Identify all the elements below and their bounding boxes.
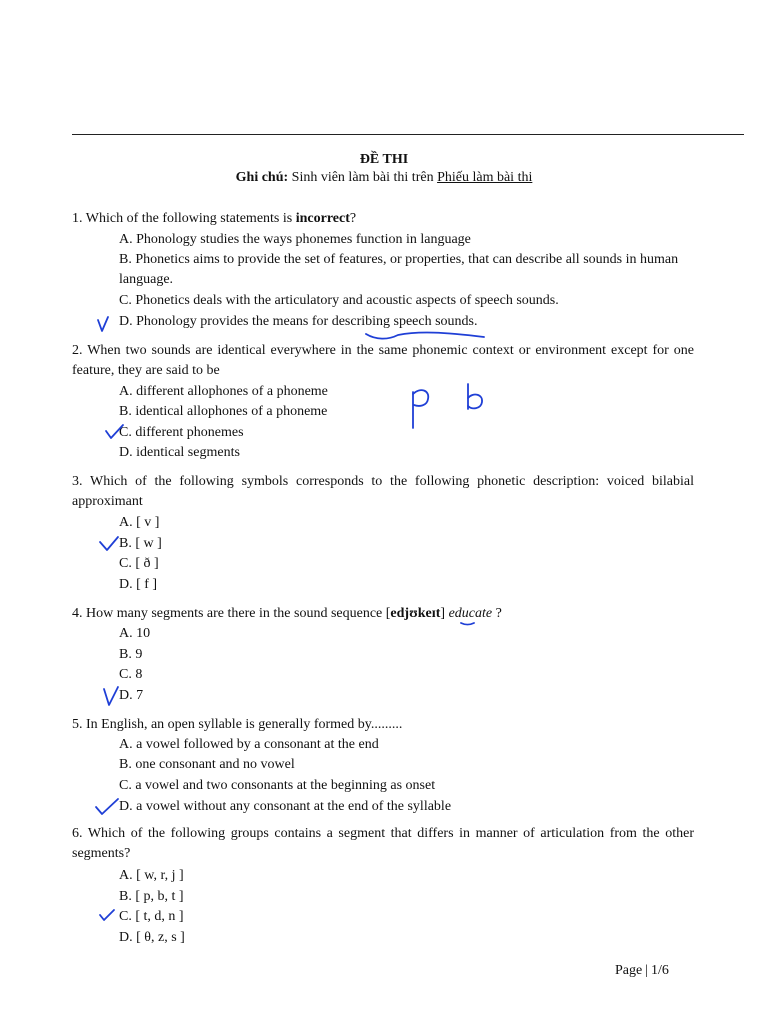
- header-divider: [72, 134, 744, 135]
- question-6-option-b: B. [ p, b, t ]: [119, 889, 184, 904]
- question-2-stem: 2. When two sounds are identical everywhere in the same phonemic context or environment except for one feature, they are said to be: [72, 343, 694, 378]
- question-5-option-c: C. a vowel and two consonants at the beginning as onset: [119, 778, 436, 793]
- question-5-option-b: B. one consonant and no vowel: [119, 757, 295, 772]
- exam-title: ĐỀ THI: [359, 152, 409, 167]
- question-1-stem-text: 1. Which of the following statements is: [72, 211, 296, 226]
- handwritten-letter-p-icon: [408, 386, 432, 430]
- checkmark-q3-icon: [98, 536, 120, 552]
- question-6-option-a: A. [ w, r, j ]: [119, 868, 184, 883]
- question-1-option-c: C. Phonetics deals with the articulatory and acoustic aspects of speech sounds.: [119, 293, 559, 308]
- question-2-option-d: D. identical segments: [119, 445, 240, 460]
- question-3-stem: 3. Which of the following symbols corresponds to the following phonetic description: voiced bilabial approximant: [72, 474, 694, 509]
- question-5-stem: 5. In English, an open syllable is generally formed by.........: [72, 717, 403, 732]
- question-6-option-c: C. [ t, d, n ]: [119, 909, 184, 924]
- question-5-option-a: A. a vowel followed by a consonant at the end: [119, 737, 379, 752]
- question-1-option-a: A. Phonology studies the ways phonemes function in language: [119, 232, 471, 247]
- checkmark-q6-icon: [98, 908, 116, 922]
- question-4-stem: [72, 604, 694, 624]
- question-2-option-b: B. identical allophones of a phoneme: [119, 404, 328, 419]
- checkmark-q1-icon: [96, 316, 116, 334]
- question-4-transcription: edjʊkeɪt: [390, 606, 441, 621]
- question-4-stem-text: 4. How many segments are there in the sound sequence [: [72, 606, 391, 621]
- question-6-stem: 6. Which of the following groups contains a segment that differs in manner of articulation from the other segments?: [72, 826, 694, 861]
- exam-note: [0, 170, 768, 186]
- checkmark-q2-icon: [104, 424, 126, 440]
- question-4-option-b: B. 9: [119, 647, 143, 662]
- handwritten-letter-b-icon: [464, 382, 486, 412]
- question-4-option-a: A. 10: [119, 626, 151, 641]
- question-1-option-d: D. Phonology provides the means for describing speech sounds.: [119, 314, 478, 329]
- question-6-option-d: D. [ θ, z, s ]: [119, 930, 185, 945]
- question-4-stem-end: ?: [492, 606, 502, 621]
- page-separator: |: [645, 963, 649, 978]
- note-link: Phiếu làm bài thi: [437, 170, 533, 185]
- question-1-stem: [72, 209, 694, 229]
- underline-squiggle-q1: [364, 330, 488, 342]
- question-2-option-c: C. different phonemes: [119, 425, 244, 440]
- question-3-option-c: C. [ ð ]: [119, 556, 159, 571]
- question-2-option-a: A. different allophones of a phoneme: [119, 384, 328, 399]
- question-1-option-b: B. Phonetics aims to provide the set of features, or properties, that can describe all sounds in human language.: [119, 252, 679, 287]
- question-3-option-b: B. [ w ]: [119, 536, 162, 551]
- question-4-option-d: D. 7: [119, 688, 144, 703]
- question-3-option-a: A. [ v ]: [119, 515, 160, 530]
- note-text: Sinh viên làm bài thi trên: [288, 170, 438, 185]
- question-4-word: educate: [448, 606, 493, 621]
- question-4-option-c: C. 8: [119, 667, 143, 682]
- question-3-option-d: D. [ f ]: [119, 577, 158, 592]
- question-4-bracket: ]: [440, 606, 449, 621]
- question-5-option-d: D. a vowel without any consonant at the end of the syllable: [119, 799, 452, 814]
- checkmark-q4-icon: [102, 686, 120, 708]
- note-label: Ghi chú:: [235, 170, 289, 185]
- page-footer: [615, 963, 669, 979]
- question-1-keyword: incorrect: [295, 211, 350, 226]
- question-1-stem-end: ?: [349, 211, 357, 226]
- checkmark-q5-icon: [94, 797, 120, 817]
- underline-mark-q4: [460, 621, 476, 627]
- page-label: Page: [615, 963, 643, 978]
- page-number: 1/6: [651, 963, 669, 978]
